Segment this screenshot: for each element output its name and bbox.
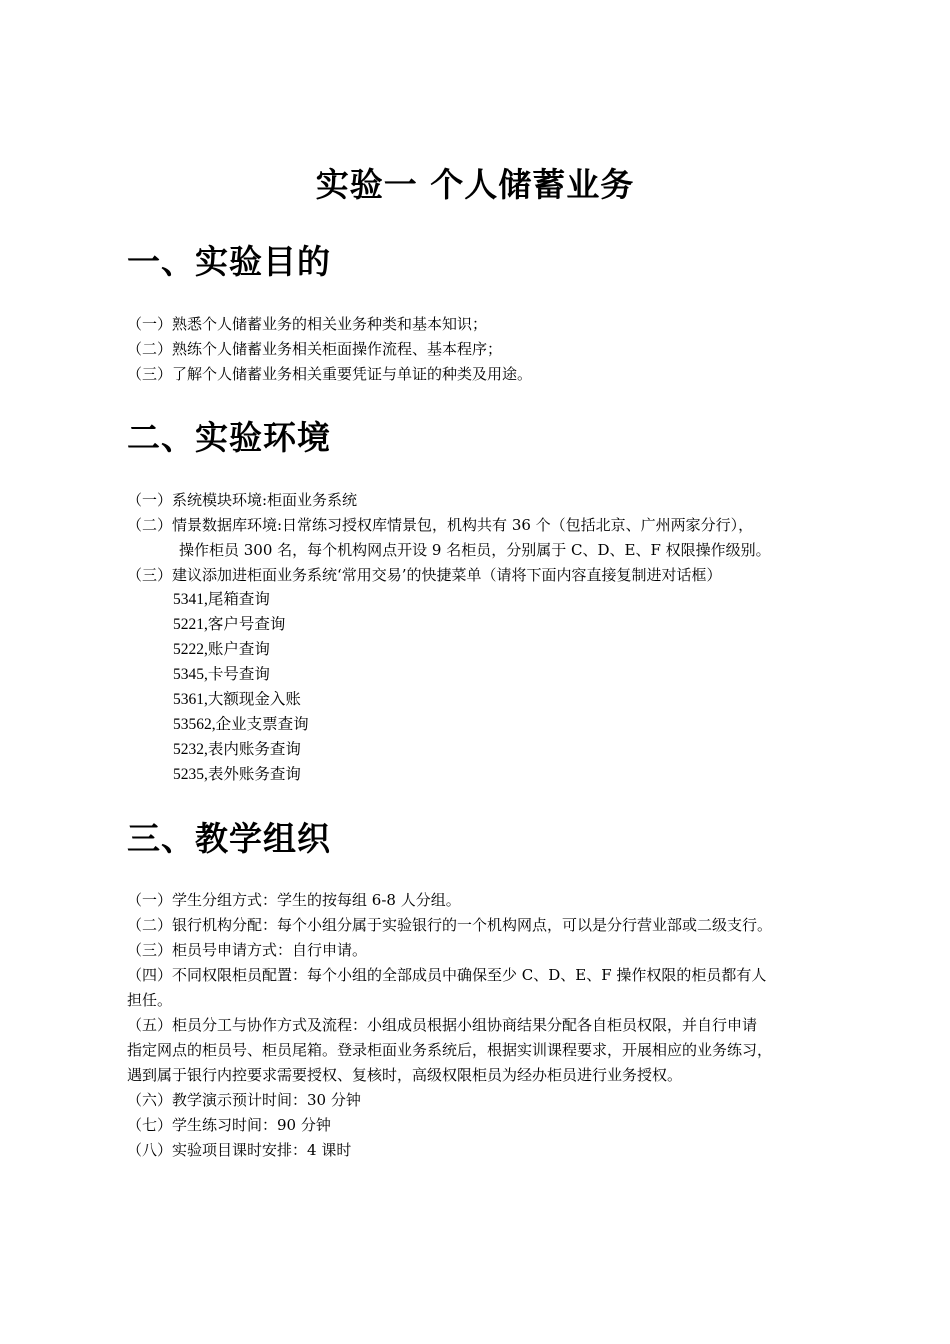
menu-entry: 5235,表外账务查询 (173, 766, 301, 783)
menu-entry: 5222,账户查询 (173, 641, 270, 658)
shortcut-menu-list (173, 587, 309, 787)
teaching-list (127, 888, 852, 1163)
menu-entry: 5232,表内账务查询 (173, 741, 301, 758)
list-item: （一）熟悉个人储蓄业务的相关业务种类和基本知识； (127, 315, 488, 333)
list-item-continuation: 担任。 (127, 991, 173, 1009)
purpose-list (127, 312, 847, 387)
section-heading-purpose: 一、实验目的 (127, 242, 331, 281)
list-item: （三）建议添加进柜面业务系统‘常用交易’的快捷菜单（请将下面内容直接复制进对话框） (127, 566, 722, 584)
list-item: （二）情景数据库环境:日常练习授权库情景包，机构共有 36 个（包括北京、广州两家分行）， (127, 516, 754, 534)
environment-list (127, 488, 887, 588)
list-item: （二）熟练个人储蓄业务相关柜面操作流程、基本程序； (127, 340, 503, 358)
list-item-continuation: 指定网点的柜员号、柜员尾箱。登录柜面业务系统后，根据实训课程要求，开展相应的业务练习， (127, 1041, 773, 1059)
menu-entry: 5221,客户号查询 (173, 616, 286, 633)
section-heading-environment: 二、实验环境 (127, 418, 331, 457)
document-title: 实验一 个人储蓄业务 (315, 165, 635, 204)
list-item: （七）学生练习时间：90 分钟 (127, 1116, 331, 1134)
list-item: （五）柜员分工与协作方式及流程：小组成员根据小组协商结果分配各自柜员权限，并自行申请 (127, 1016, 758, 1034)
list-item: （六）教学演示预计时间：30 分钟 (127, 1091, 361, 1109)
list-item: （一）系统模块环境:柜面业务系统 (127, 491, 358, 509)
list-item: （八）实验项目课时安排：4 课时 (127, 1141, 352, 1159)
list-item: （三）柜员号申请方式：自行申请。 (127, 941, 368, 959)
list-item-continuation: 遇到属于银行内控要求需要授权、复核时，高级权限柜员为经办柜员进行业务授权。 (127, 1066, 683, 1084)
list-item: （三）了解个人储蓄业务相关重要凭证与单证的种类及用途。 (127, 365, 533, 383)
list-item: （二）银行机构分配：每个小组分属于实验银行的一个机构网点，可以是分行营业部或二级支行。 (127, 916, 773, 934)
list-item: （一）学生分组方式：学生的按每组 6-8 人分组。 (127, 891, 461, 909)
section-heading-teaching: 三、教学组织 (127, 819, 331, 858)
menu-entry: 5345,卡号查询 (173, 666, 270, 683)
menu-entry: 53562,企业支票查询 (173, 716, 309, 733)
list-item: （四）不同权限柜员配置：每个小组的全部成员中确保至少 C、D、E、F 操作权限的柜员都有人 (127, 966, 767, 984)
menu-entry: 5341,尾箱查询 (173, 591, 270, 608)
list-item-continuation: 操作柜员 300 名，每个机构网点开设 9 名柜员，分别属于 C、D、E、F 权限操作级别。 (179, 541, 771, 559)
menu-entry: 5361,大额现金入账 (173, 691, 301, 708)
